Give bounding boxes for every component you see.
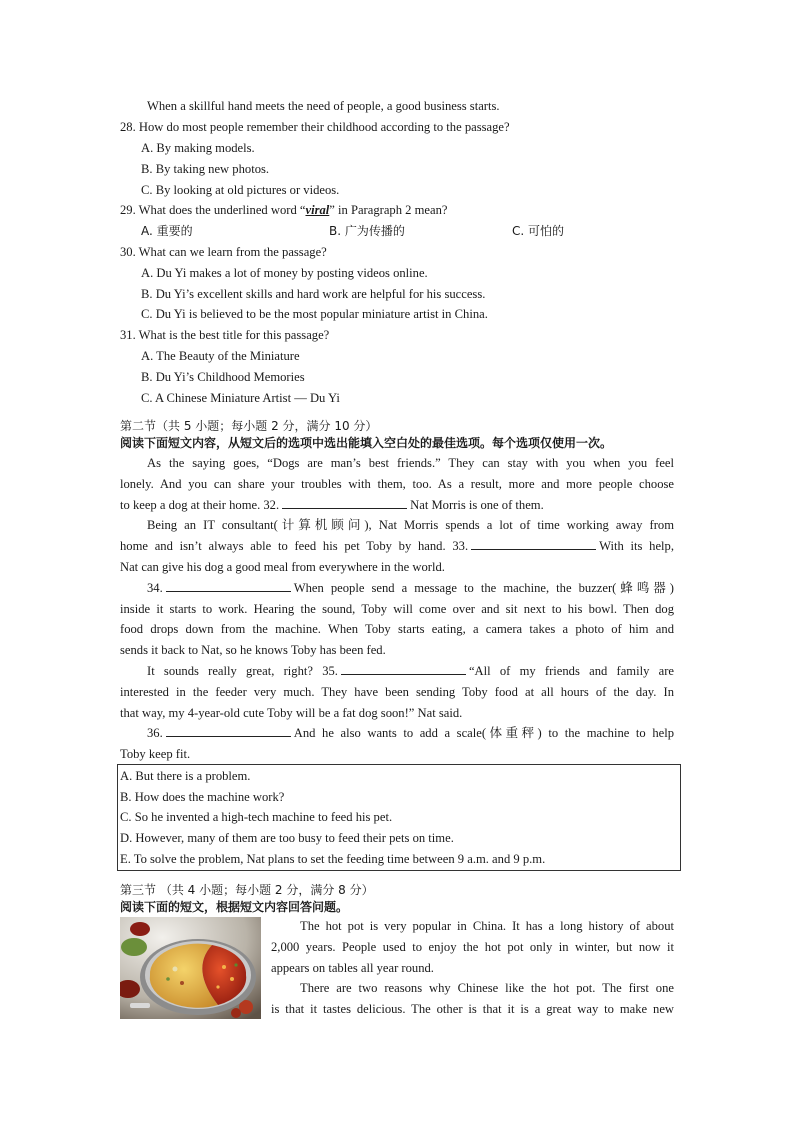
s2-p2-line3: Nat can give his dog a good meal from everywhere in the world. (120, 560, 445, 574)
choice-b: B. How does the machine work? (120, 790, 285, 804)
section-2-instruction: 阅读下面短文内容，从短文后的选项中选出能填入空白处的最佳选项。每个选项仅使用一次。 (120, 436, 613, 450)
blank-34[interactable] (166, 579, 291, 592)
s2-p3-line3: food drops down from the machine. When Toby starts eating, a camera takes a photo of him and (120, 622, 674, 636)
choice-a: A. But there is a problem. (120, 769, 251, 783)
question-31-option-b: B. Du Yi’s Childhood Memories (141, 370, 305, 384)
choice-e: E. To solve the problem, Nat plans to set the feeding time between 9 a.m. and 9 p.m. (120, 852, 546, 866)
s2-p4-line2: interested in the feeder very much. They have been sending Toby food at all hours of the day. In (120, 685, 674, 699)
question-31-option-c: C. A Chinese Miniature Artist — Du Yi (141, 391, 340, 405)
question-28-option-c: C. By looking at old pictures or videos. (141, 183, 340, 197)
blank-35[interactable] (341, 662, 466, 675)
blank-36[interactable] (166, 724, 291, 737)
s2-p2-line1: Being an IT consultant(计算机顾问), Nat Morris spends a lot of time working away from (147, 518, 674, 532)
s2-p5-line1: 36. And he also wants to add a scale(体重秤) to the machine to help (147, 726, 674, 740)
passage-closing-line: When a skillful hand meets the need of people, a good business starts. (147, 99, 500, 113)
question-28-option-b: B. By taking new photos. (141, 162, 270, 176)
question-28-stem: 28. How do most people remember their childhood according to the passage? (120, 120, 510, 134)
question-28-option-a: A. By making models. (141, 141, 255, 155)
question-30-option-c: C. Du Yi is believed to be the most popular miniature artist in China. (141, 307, 488, 321)
s2-p3-line1: 34. When people send a message to the machine, the buzzer(蜂鸣器) (147, 581, 674, 595)
section-3-heading: 第三节 （共 4 小题；每小题 2 分，满分 8 分） (120, 883, 374, 897)
s3-p1-line3: appears on tables all year round. (271, 961, 434, 975)
section-3-instruction: 阅读下面的短文，根据短文内容回答问题。 (120, 900, 349, 914)
s2-p4-line1: It sounds really great, right? 35. “All of my friends and family are (147, 664, 675, 678)
question-29-option-a: A. 重要的 (141, 224, 193, 238)
blank-32[interactable] (282, 496, 407, 509)
s3-p2-line1: There are two reasons why Chinese like the hot pot. The first one (300, 981, 674, 995)
s3-p2-line2: is that it tastes delicious. The other is that it is a great way to make new (271, 1002, 674, 1016)
question-31-stem: 31. What is the best title for this passage? (120, 328, 330, 342)
answer-choices-box (117, 764, 681, 871)
hot-pot-photo (120, 917, 261, 1019)
s2-p3-line2: inside it starts to work. Hearing the sound, Toby will come over and sit next to his bowl. Then dog (120, 602, 674, 616)
question-29-stem: 29. What does the underlined word “viral” in Paragraph 2 mean? (120, 203, 448, 217)
question-30-option-a: A. Du Yi makes a lot of money by posting videos online. (141, 266, 428, 280)
s2-p2-line2: home and isn’t always able to feed his pet Toby by hand. 33. With its help, (120, 539, 674, 553)
s2-p5-line2: Toby keep fit. (120, 747, 191, 761)
question-31-option-a: A. The Beauty of the Miniature (141, 349, 300, 363)
question-29-option-b: B. 广为传播的 (329, 224, 405, 238)
choice-c: C. So he invented a high-tech machine to feed his pet. (120, 810, 393, 824)
s3-p1-line2: 2,000 years. People used to enjoy the hot pot only in winter, but now it (271, 940, 674, 954)
s2-p1-line1: As the saying goes, “Dogs are man’s best friends.” They can stay with you when you feel (147, 456, 674, 470)
s2-p4-line3: that way, my 4-year-old cute Toby will be a fat dog soon!” Nat said. (120, 706, 463, 720)
question-30-stem: 30. What can we learn from the passage? (120, 245, 327, 259)
s3-p1-line1: The hot pot is very popular in China. It has a long history of about (300, 919, 674, 933)
choice-d: D. However, many of them are too busy to feed their pets on time. (120, 831, 454, 845)
s2-p3-line4: sends it back to Nat, so he knows Toby has been fed. (120, 643, 386, 657)
question-30-option-b: B. Du Yi’s excellent skills and hard work are helpful for his success. (141, 287, 486, 301)
section-2-heading: 第二节（共 5 小题；每小题 2 分，满分 10 分） (120, 419, 378, 433)
s2-p1-line2: lonely. And you can share your troubles with them, too. As a result, more and more people choose (120, 477, 674, 491)
question-29-option-c: C. 可怕的 (512, 224, 565, 238)
blank-33[interactable] (471, 537, 596, 550)
underlined-word: viral (305, 203, 330, 217)
s2-p1-line3: to keep a dog at their home. 32. Nat Morris is one of them. (120, 498, 544, 512)
